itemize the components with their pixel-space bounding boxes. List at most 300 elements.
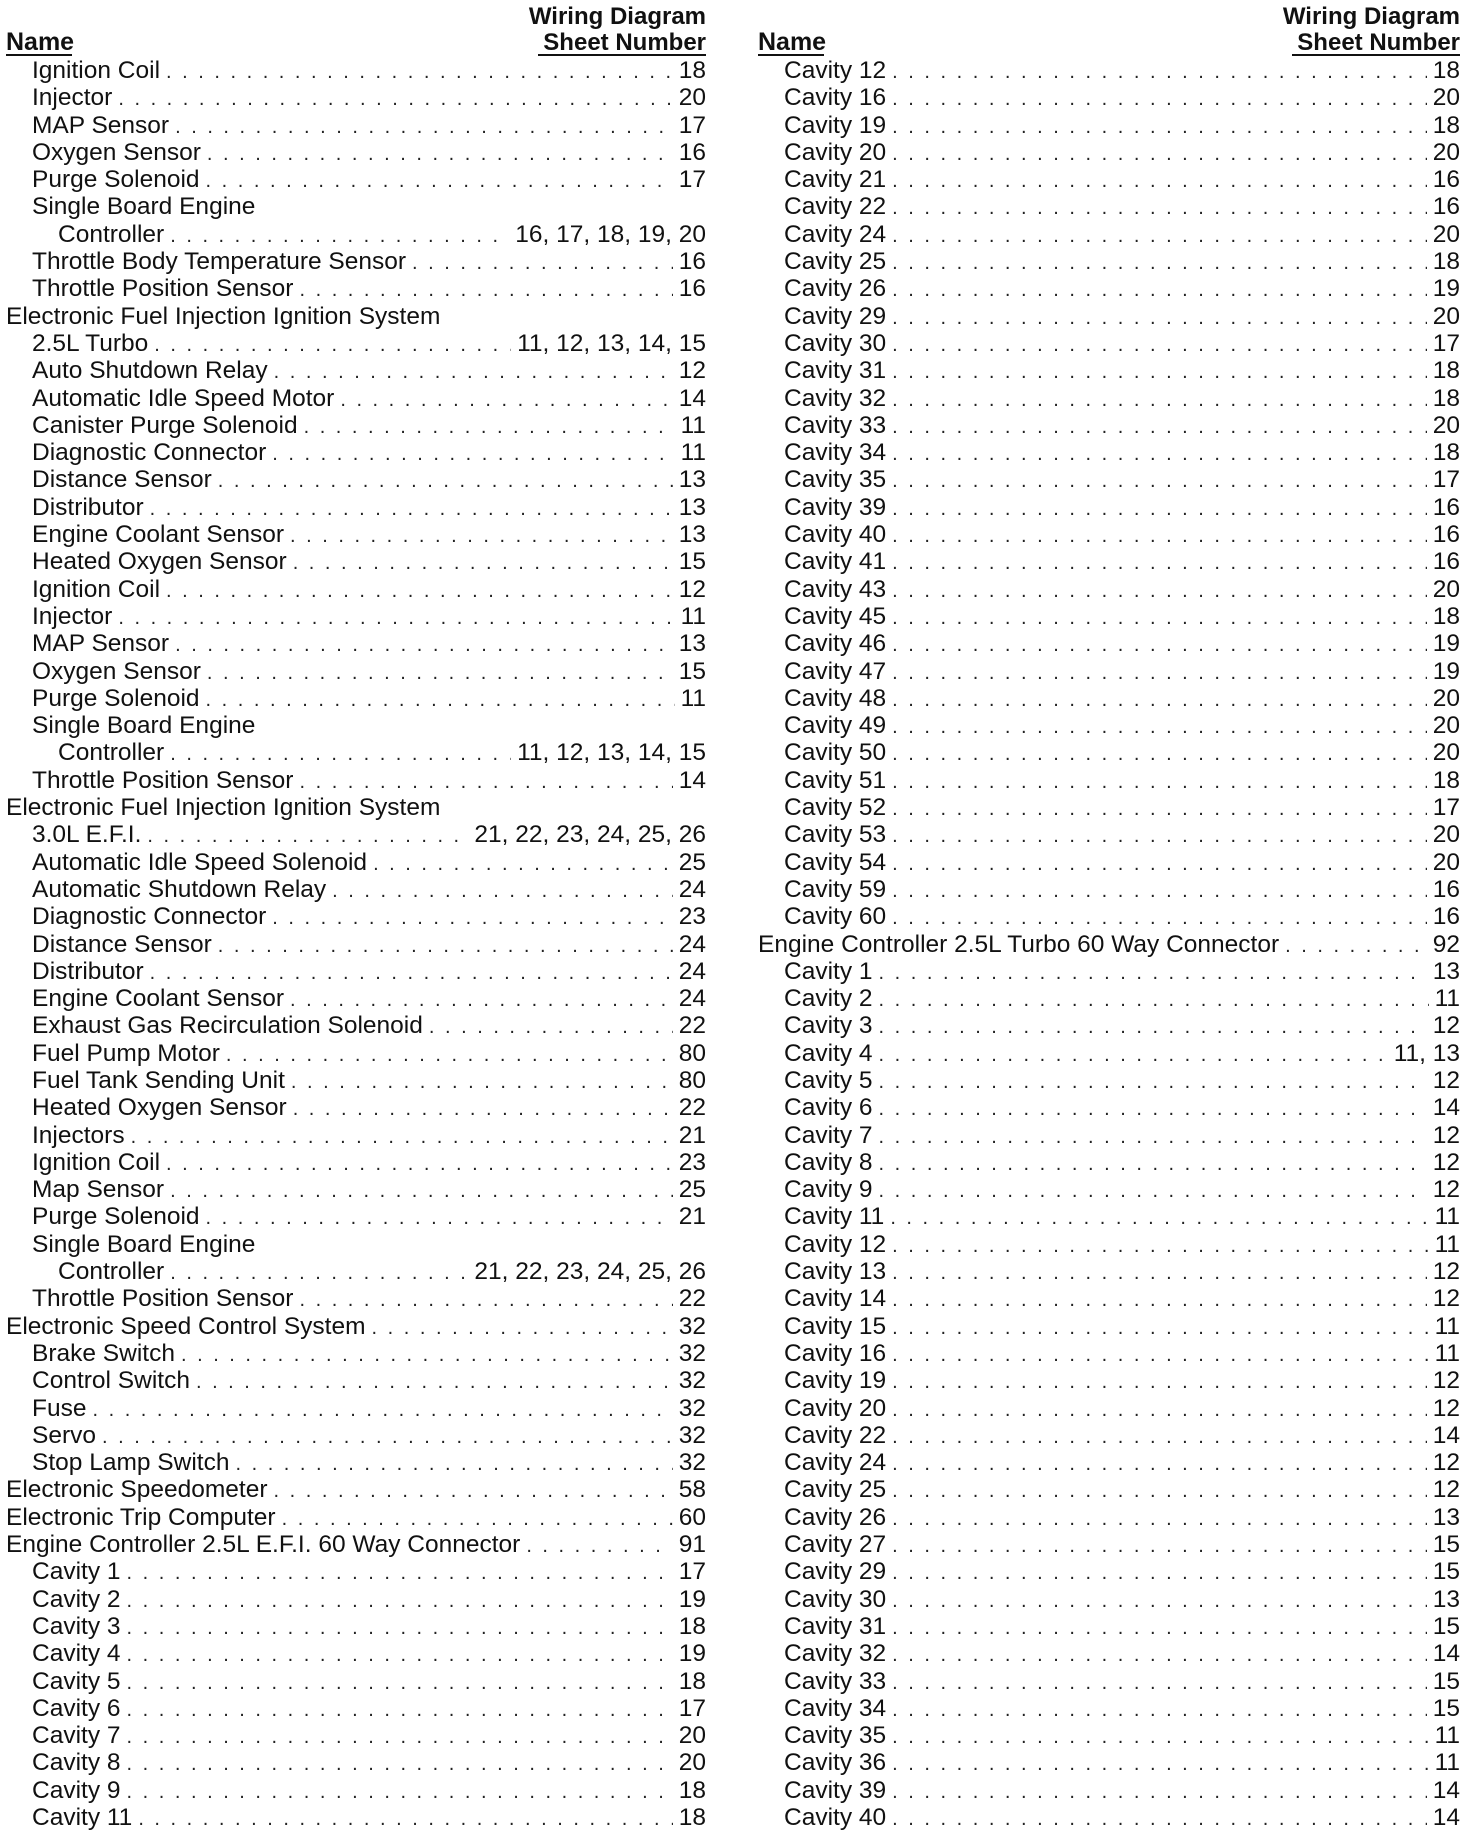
entry-name: Automatic Idle Speed Solenoid: [32, 848, 368, 876]
index-entry: [6, 685, 706, 712]
index-entry: [6, 275, 706, 302]
entry-name: Cavity 39: [784, 1776, 887, 1804]
entry-name: Cavity 46: [784, 630, 887, 658]
entry-name: 3.0L E.F.I.: [32, 821, 142, 849]
entry-name: Cavity 26: [784, 275, 887, 303]
sheet-number: 20: [1432, 84, 1460, 112]
dot-leader: [373, 851, 673, 878]
name-heading-underline: [758, 54, 824, 56]
entry-name: Cavity 26: [784, 1503, 887, 1531]
entry-name: Cavity 1: [784, 957, 873, 985]
sheet-number: 11: [1434, 1722, 1460, 1750]
index-entry: [6, 57, 706, 84]
dot-leader: [892, 714, 1427, 741]
dot-leader: [293, 550, 673, 577]
entry-name: Controller: [58, 220, 165, 248]
dot-leader: [207, 141, 673, 168]
sheet-number: 17: [678, 1558, 706, 1586]
entry-name: Heated Oxygen Sensor: [32, 548, 287, 576]
sheet-number: 11: [1434, 1230, 1460, 1258]
dot-leader: [235, 1451, 672, 1478]
sheet-number: 16: [1432, 548, 1460, 576]
entry-name: Cavity 24: [784, 220, 887, 248]
sheet-number: 15: [1432, 1558, 1460, 1586]
dot-leader: [892, 1751, 1428, 1778]
dot-leader: [299, 1287, 672, 1314]
index-entry: [758, 630, 1460, 657]
sheet-number: 14: [1432, 1421, 1460, 1449]
sheet-number: 15: [1432, 1531, 1460, 1559]
entry-name: Cavity 12: [784, 57, 887, 84]
dot-leader: [118, 86, 672, 113]
entry-name: Cavity 25: [784, 248, 887, 276]
dot-leader: [218, 468, 673, 495]
sheet-number: 19: [1432, 630, 1460, 658]
sheet-number: 12: [1432, 1066, 1460, 1094]
dot-leader: [226, 1042, 673, 1069]
entry-name: Ignition Coil: [32, 57, 161, 84]
dot-leader: [892, 359, 1427, 386]
entry-name: Purge Solenoid: [32, 684, 200, 712]
dot-leader: [892, 1397, 1427, 1424]
entry-name: Auto Shutdown Relay: [32, 357, 268, 385]
column-header: [6, 0, 706, 56]
dot-leader: [170, 1178, 673, 1205]
entry-name: Controller: [58, 1258, 165, 1286]
index-entry: [6, 1804, 706, 1831]
index-entry: [6, 1449, 706, 1476]
sheet-number: 13: [1432, 957, 1460, 985]
entry-name: Cavity 49: [784, 712, 887, 740]
sheet-number: 20: [1432, 712, 1460, 740]
right-column: [758, 0, 1460, 1831]
sheet-number: 18: [678, 1804, 706, 1831]
index-entry: [6, 849, 706, 876]
dot-leader: [207, 660, 673, 687]
dot-leader: [892, 1315, 1428, 1342]
dot-leader: [879, 1124, 1427, 1151]
name-heading: Name: [6, 28, 75, 56]
dot-leader: [892, 1533, 1427, 1560]
entry-name: Cavity 5: [32, 1667, 121, 1695]
index-entry: [758, 1722, 1460, 1749]
index-entry: [758, 767, 1460, 794]
entry-name: Fuse: [32, 1394, 87, 1422]
index-entry: [758, 1804, 1460, 1831]
sheet-number: 11: [680, 411, 706, 439]
index-entry: [6, 1395, 706, 1422]
entry-name: Cavity 35: [784, 466, 887, 494]
dot-leader: [892, 1642, 1427, 1669]
entry-name: Canister Purge Solenoid: [32, 411, 298, 439]
sheet-heading-line1: Wiring Diagram: [528, 3, 706, 30]
index-entry: [758, 821, 1460, 848]
dot-leader: [892, 1451, 1427, 1478]
entry-name: Oxygen Sensor: [32, 657, 201, 685]
entry-name: Cavity 54: [784, 848, 887, 876]
entry-name: Cavity 4: [784, 1039, 873, 1067]
index-entry: [6, 412, 706, 439]
entry-name: Cavity 20: [784, 138, 887, 166]
dot-leader: [293, 1096, 673, 1123]
sheet-number: 15: [1432, 1694, 1460, 1722]
sheet-number: 20: [678, 84, 706, 112]
sheet-number: 32: [678, 1367, 706, 1395]
dot-leader: [892, 1233, 1428, 1260]
sheet-number: 32: [678, 1449, 706, 1477]
sheet-number: 13: [678, 630, 706, 658]
entry-name: Distance Sensor: [32, 466, 212, 494]
index-entry: [6, 1586, 706, 1613]
dot-leader: [166, 1151, 673, 1178]
dot-leader: [892, 660, 1427, 687]
entry-name: Cavity 16: [784, 84, 887, 112]
index-entry: [6, 739, 706, 766]
index-entry: [6, 1640, 706, 1667]
index-entry: [758, 876, 1460, 903]
entry-name: Cavity 6: [32, 1694, 121, 1722]
sheet-number: 80: [678, 1066, 706, 1094]
entry-name: Engine Coolant Sensor: [32, 985, 284, 1013]
sheet-number: 13: [678, 466, 706, 494]
index-entry: [758, 248, 1460, 275]
index-entry: [758, 1313, 1460, 1340]
index-entry: [6, 1531, 706, 1558]
index-entry: [758, 1504, 1460, 1531]
dot-leader: [273, 1478, 672, 1505]
dot-leader: [118, 605, 674, 632]
index-entry: [758, 849, 1460, 876]
dot-leader: [892, 1697, 1427, 1724]
entry-name: Electronic Speedometer: [6, 1476, 268, 1504]
dot-leader: [892, 86, 1427, 113]
dot-leader: [879, 1014, 1427, 1041]
dot-leader: [206, 1205, 673, 1232]
dot-leader: [181, 1342, 673, 1369]
entry-name: Exhaust Gas Recirculation Solenoid: [32, 1012, 423, 1040]
sheet-number: 18: [1432, 766, 1460, 794]
index-entry: [6, 1476, 706, 1503]
entry-name: Cavity 12: [784, 1230, 887, 1258]
sheet-number: 17: [1432, 329, 1460, 357]
sheet-number: 17: [678, 1694, 706, 1722]
entry-name: Cavity 53: [784, 821, 887, 849]
entry-name: Cavity 22: [784, 1421, 887, 1449]
entry-name: Cavity 35: [784, 1722, 887, 1750]
index-entry: [758, 1176, 1460, 1203]
dot-leader: [340, 387, 672, 414]
sheet-number: 14: [1432, 1640, 1460, 1668]
sheet-heading-line2: Sheet Number: [543, 29, 706, 56]
sheet-heading-underline: [1292, 54, 1460, 56]
sheet-number: 18: [678, 1776, 706, 1804]
sheet-number: 24: [678, 875, 706, 903]
sheet-number: 20: [1432, 411, 1460, 439]
entry-name: Electronic Speed Control System: [6, 1312, 366, 1340]
index-entry: [6, 1203, 706, 1230]
dot-leader: [892, 223, 1427, 250]
entry-name: Cavity 30: [784, 329, 887, 357]
sheet-number: 13: [678, 493, 706, 521]
entry-name: Throttle Position Sensor: [32, 766, 294, 794]
entry-name: Single Board Engine: [32, 712, 256, 740]
entry-name: Cavity 11: [784, 1203, 885, 1231]
index-entry: [6, 548, 706, 575]
sheet-number: 80: [678, 1039, 706, 1067]
index-entry: [6, 712, 706, 739]
index-entry: [6, 1504, 706, 1531]
index-entry: [6, 84, 706, 111]
dot-leader: [299, 769, 672, 796]
index-entry: [758, 466, 1460, 493]
sheet-number: 22: [678, 1012, 706, 1040]
dot-leader: [892, 1287, 1427, 1314]
sheet-number: 23: [678, 1148, 706, 1176]
index-entry: [758, 166, 1460, 193]
dot-leader: [138, 1806, 672, 1833]
sheet-number: 13: [1432, 1585, 1460, 1613]
sheet-number: 20: [678, 1749, 706, 1777]
dot-leader: [892, 605, 1427, 632]
entry-name: Cavity 9: [784, 1176, 873, 1204]
sheet-number: 15: [678, 548, 706, 576]
sheet-number: 12: [1432, 1121, 1460, 1149]
index-entry: [6, 958, 706, 985]
dot-leader: [92, 1397, 672, 1424]
sheet-number: 20: [1432, 821, 1460, 849]
column-header: [758, 0, 1460, 56]
sheet-number: 25: [678, 1176, 706, 1204]
index-entry: [6, 903, 706, 930]
dot-leader: [127, 1779, 673, 1806]
sheet-number: 18: [1432, 384, 1460, 412]
index-entry: [6, 330, 706, 357]
entry-name: Electronic Trip Computer: [6, 1503, 276, 1531]
entry-name: Cavity 47: [784, 657, 887, 685]
sheet-number: 15: [1432, 1667, 1460, 1695]
sheet-number: 20: [1432, 575, 1460, 603]
index-entry: [758, 1695, 1460, 1722]
sheet-number: 12: [1432, 1176, 1460, 1204]
index-entry: [6, 303, 706, 330]
dot-leader: [127, 1670, 673, 1697]
index-entry: [6, 139, 706, 166]
entry-name: Cavity 34: [784, 1694, 887, 1722]
index-entry: [758, 1040, 1460, 1067]
sheet-number: 16: [678, 248, 706, 276]
sheet-number: 11, 13: [1393, 1039, 1460, 1067]
sheet-number: 17: [1432, 794, 1460, 822]
sheet-number: 11: [1434, 1749, 1460, 1777]
sheet-number: 19: [1432, 657, 1460, 685]
dot-leader: [131, 1124, 673, 1151]
index-entry: [758, 439, 1460, 466]
index-entry: [6, 1176, 706, 1203]
dot-leader: [892, 1478, 1427, 1505]
dot-leader: [304, 414, 675, 441]
sheet-number: 18: [678, 1667, 706, 1695]
index-entry: [758, 1449, 1460, 1476]
index-entry: [758, 1640, 1460, 1667]
sheet-number: 12: [678, 575, 706, 603]
dot-leader: [272, 905, 673, 932]
index-entry: [6, 1231, 706, 1258]
sheet-number: 12: [1432, 1367, 1460, 1395]
dot-leader: [127, 1697, 673, 1724]
entry-name: Cavity 30: [784, 1585, 887, 1613]
entry-name: Cavity 15: [784, 1312, 887, 1340]
sheet-number: 14: [1432, 1776, 1460, 1804]
sheet-number: 25: [678, 848, 706, 876]
sheet-number: 18: [1432, 357, 1460, 385]
index-entry: [6, 1122, 706, 1149]
entry-name: Heated Oxygen Sensor: [32, 1094, 287, 1122]
entry-name: Throttle Position Sensor: [32, 275, 294, 303]
sheet-number: 18: [678, 57, 706, 84]
entry-name: Engine Coolant Sensor: [32, 521, 284, 549]
entry-name: Cavity 22: [784, 193, 887, 221]
index-entry: [6, 521, 706, 548]
index-entry: [6, 1094, 706, 1121]
index-entry: [758, 1067, 1460, 1094]
entry-name: Cavity 8: [784, 1148, 873, 1176]
entry-name: Cavity 33: [784, 1667, 887, 1695]
entry-name: Engine Controller 2.5L Turbo 60 Way Connector: [758, 930, 1280, 958]
sheet-number-heading: [529, 4, 706, 56]
sheet-number: 60: [678, 1503, 706, 1531]
dot-leader: [892, 769, 1427, 796]
index-entry: [758, 548, 1460, 575]
index-entry: [6, 1040, 706, 1067]
sheet-number: 11: [680, 439, 706, 467]
index-entry: [758, 1777, 1460, 1804]
dot-leader: [890, 1205, 1428, 1232]
dot-leader: [166, 578, 673, 605]
sheet-number: 21: [678, 1121, 706, 1149]
dot-leader: [102, 1424, 673, 1451]
sheet-number: 11: [680, 602, 706, 630]
sheet-number: 20: [1432, 220, 1460, 248]
index-entry: [6, 1422, 706, 1449]
entry-name: Diagnostic Connector: [32, 439, 267, 467]
dot-leader: [892, 632, 1427, 659]
dot-leader: [892, 59, 1427, 86]
entry-name: Cavity 1: [32, 1558, 121, 1586]
dot-leader: [879, 1096, 1427, 1123]
sheet-number: 11: [680, 684, 706, 712]
dot-leader: [892, 1724, 1428, 1751]
sheet-number: 32: [678, 1421, 706, 1449]
index-entry: [6, 1367, 706, 1394]
entry-name: Cavity 8: [32, 1749, 121, 1777]
dot-leader: [332, 878, 673, 905]
index-entry: [758, 221, 1460, 248]
sheet-number: 24: [678, 985, 706, 1013]
dot-leader: [1285, 933, 1427, 960]
entry-name: Cavity 2: [784, 985, 873, 1013]
sheet-number: 15: [1432, 1612, 1460, 1640]
sheet-number: 32: [678, 1394, 706, 1422]
sheet-number: 18: [1432, 439, 1460, 467]
entry-name: Cavity 24: [784, 1449, 887, 1477]
entry-name: Cavity 51: [784, 766, 887, 794]
entry-name: Oxygen Sensor: [32, 138, 201, 166]
sheet-number: 19: [678, 1640, 706, 1668]
entry-name: Cavity 32: [784, 384, 887, 412]
sheet-number: 16: [1432, 875, 1460, 903]
dot-leader: [892, 168, 1427, 195]
dot-leader: [892, 550, 1427, 577]
index-entry: [6, 630, 706, 657]
entry-name: Control Switch: [32, 1367, 190, 1395]
dot-leader: [147, 823, 468, 850]
entry-name: Cavity 40: [784, 1804, 887, 1831]
dot-leader: [206, 687, 675, 714]
entry-name: Electronic Fuel Injection Ignition System: [6, 794, 441, 822]
dot-leader: [175, 632, 673, 659]
sheet-number: 32: [678, 1312, 706, 1340]
sheet-number: 16: [1432, 493, 1460, 521]
sheet-number: 11: [1434, 1339, 1460, 1367]
entry-name: Cavity 7: [784, 1121, 873, 1149]
dot-leader: [127, 1751, 673, 1778]
dot-leader: [879, 1069, 1427, 1096]
dot-leader: [892, 1806, 1427, 1833]
dot-leader: [892, 851, 1427, 878]
entry-name: Cavity 3: [32, 1612, 121, 1640]
entry-name: Distributor: [32, 493, 144, 521]
entry-name: Cavity 3: [784, 1012, 873, 1040]
sheet-heading-line2: Sheet Number: [1297, 29, 1460, 56]
dot-leader: [892, 687, 1427, 714]
sheet-number: 32: [678, 1339, 706, 1367]
index-entry: [758, 1285, 1460, 1312]
sheet-number: 12: [1432, 1476, 1460, 1504]
dot-leader: [127, 1560, 673, 1587]
dot-leader: [892, 195, 1427, 222]
sheet-number: 18: [1432, 248, 1460, 276]
entry-name: Cavity 32: [784, 1640, 887, 1668]
sheet-number: 92: [1432, 930, 1460, 958]
index-entry: [6, 1695, 706, 1722]
entry-name: Purge Solenoid: [32, 166, 200, 194]
dot-leader: [127, 1724, 673, 1751]
entry-name: Cavity 36: [784, 1749, 887, 1777]
entry-name: Single Board Engine: [32, 193, 256, 221]
dot-leader: [879, 987, 1429, 1014]
sheet-number: 20: [1432, 848, 1460, 876]
entry-name: Cavity 50: [784, 739, 887, 767]
index-entry: [758, 521, 1460, 548]
index-entry: [758, 1149, 1460, 1176]
dot-leader: [892, 1670, 1427, 1697]
entry-name: Cavity 21: [784, 166, 887, 194]
index-entry: [758, 658, 1460, 685]
dot-leader: [892, 1779, 1427, 1806]
sheet-number: 58: [678, 1476, 706, 1504]
index-entry: [758, 412, 1460, 439]
sheet-number: 19: [1432, 275, 1460, 303]
index-entry: [6, 166, 706, 193]
sheet-number: 21, 22, 23, 24, 25, 26: [474, 821, 706, 849]
sheet-number: 18: [1432, 602, 1460, 630]
dot-leader: [892, 1506, 1427, 1533]
index-entry: [758, 1203, 1460, 1230]
entry-name: Cavity 19: [784, 1367, 887, 1395]
index-entry: [6, 985, 706, 1012]
entry-name: Purge Solenoid: [32, 1203, 200, 1231]
sheet-number: 91: [678, 1531, 706, 1559]
